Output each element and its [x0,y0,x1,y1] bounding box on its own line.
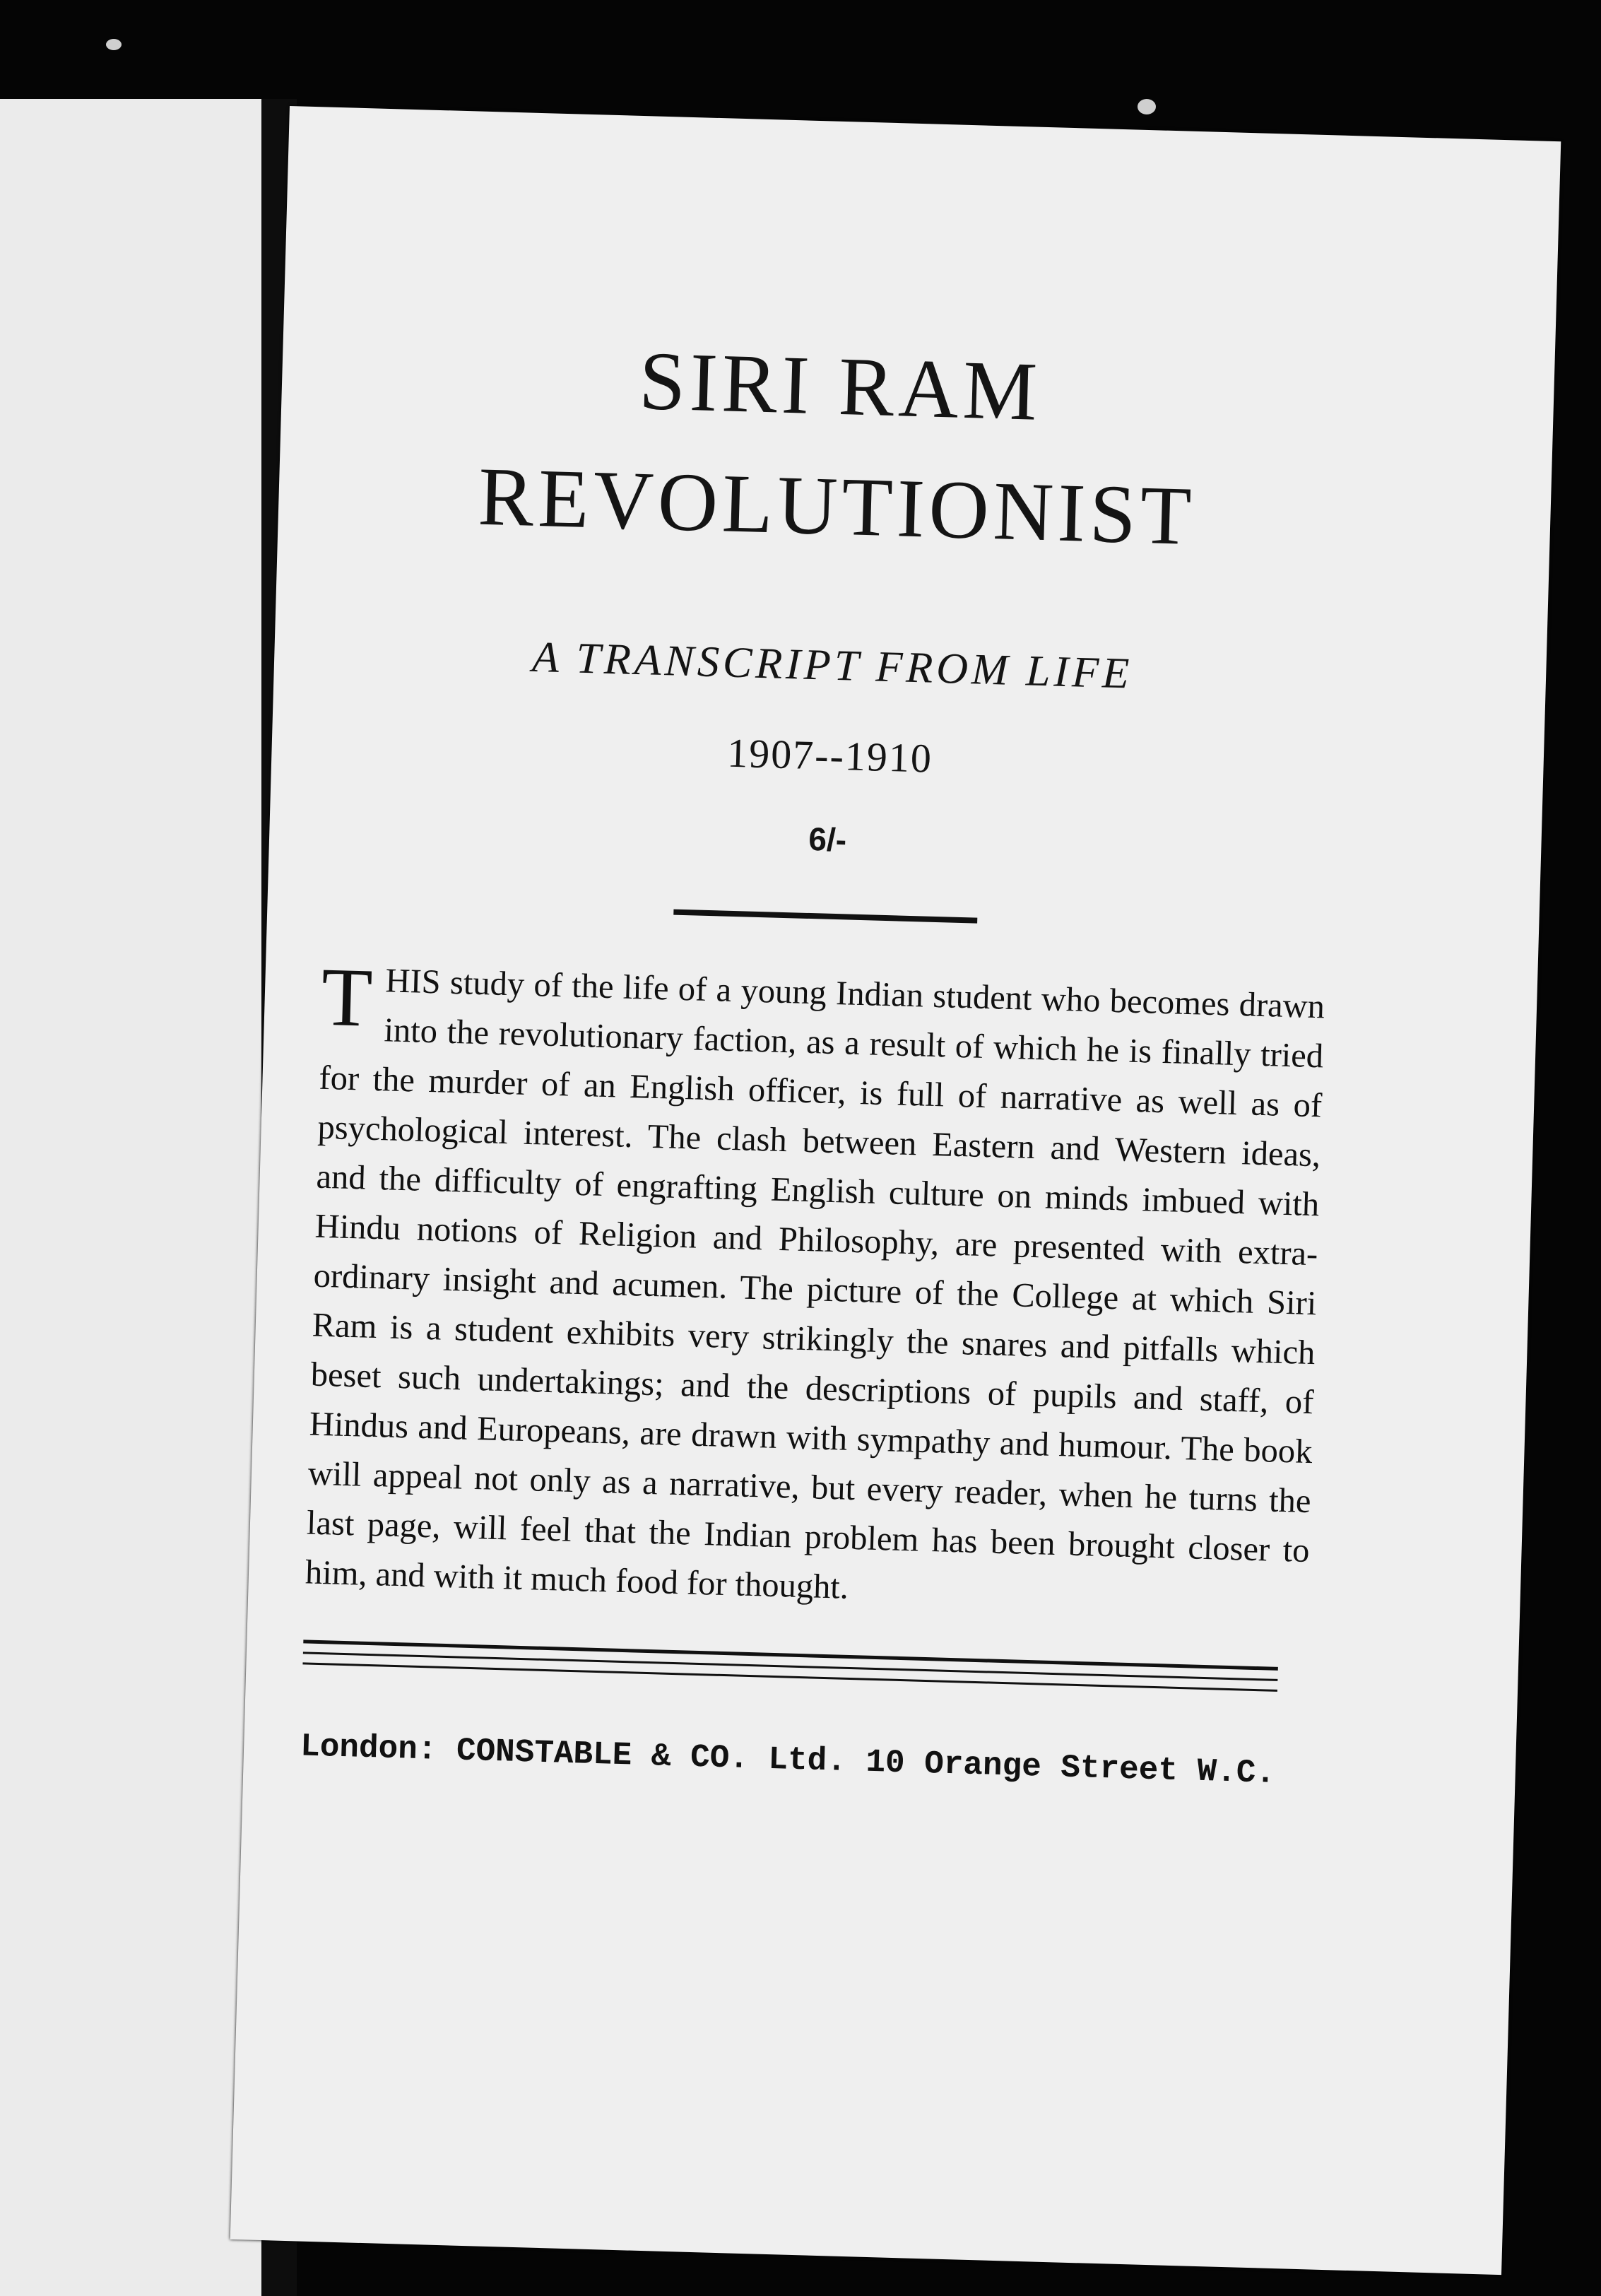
dust-speck [106,39,122,50]
publisher-imprint: London: CONSTABLE & CO. Ltd. 10 Orange Street W.C. [300,1728,1276,1792]
description-paragraph [305,950,1325,1625]
dust-speck [1138,99,1156,114]
title-line-2: REVOLUTIONIST [477,449,1197,563]
book-page [230,106,1561,2275]
left-facing-page [0,99,261,2296]
subtitle: A TRANSCRIPT FROM LIFE [531,632,1133,698]
title-line-1: SIRI RAM [637,334,1043,438]
page-content [300,319,1343,1793]
description-text: HIS study of the life of a young Indian student who becomes drawn into the revolutionary faction, as a result of which he is finally tried for the murder of an English officer, is full of narrative as well as of psychological interest. The clash between Eastern and Western ideas, and the difficulty of engrafting English culture on minds imbued with Hindu notions of Religion and Philosophy, are presented with extra-ordinary insight and acumen. The picture of the College at which Siri Ram is a student exhibits very strikingly the snares and pitfalls which beset such undertakings; and the descriptions of pupils and staff, of Hindus and Europeans, are drawn with sympathy and humour. The book will appeal not only as a narrative, but every reader, when he turns the last page, will feel that the Indian problem has been brought closer to him, and with it much food for thought. [305,962,1325,1606]
price: 6/- [808,820,847,859]
publication-years: 1907--1910 [726,729,933,782]
divider-rule [673,909,977,924]
drop-cap: T [320,950,374,1044]
bottom-rules [302,1639,1277,1692]
